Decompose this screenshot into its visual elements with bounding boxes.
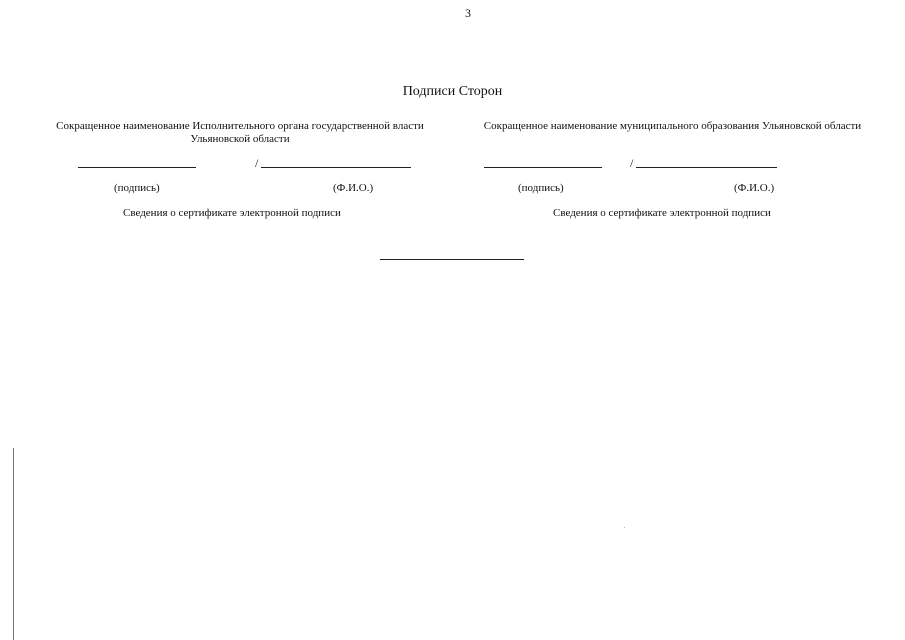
right-fio-caption: (Ф.И.О.) bbox=[734, 182, 775, 194]
scan-speck bbox=[624, 527, 625, 528]
left-signature-caption: (подпись) bbox=[114, 182, 160, 194]
left-slash: / bbox=[255, 156, 259, 170]
left-signature-line bbox=[78, 167, 196, 168]
left-party-name: Сокращенное наименование Исполнительного органа государственной власти Ульяновской области bbox=[56, 120, 424, 145]
closing-rule bbox=[380, 259, 524, 260]
right-slash: / bbox=[630, 156, 634, 170]
page-title: Подписи Сторон bbox=[402, 84, 503, 99]
right-signature-caption: (подпись) bbox=[518, 182, 564, 194]
scan-edge-line bbox=[13, 448, 14, 640]
right-certificate-info: Сведения о сертификате электронной подписи bbox=[553, 207, 771, 219]
left-fio-line bbox=[261, 167, 411, 168]
page-number: 3 bbox=[465, 6, 471, 20]
right-signature-line bbox=[484, 167, 602, 168]
right-fio-line bbox=[636, 167, 777, 168]
left-certificate-info: Сведения о сертификате электронной подписи bbox=[123, 207, 341, 219]
left-fio-caption: (Ф.И.О.) bbox=[333, 182, 374, 194]
right-party-name: Сокращенное наименование муниципального образования Ульяновской области bbox=[483, 120, 862, 132]
